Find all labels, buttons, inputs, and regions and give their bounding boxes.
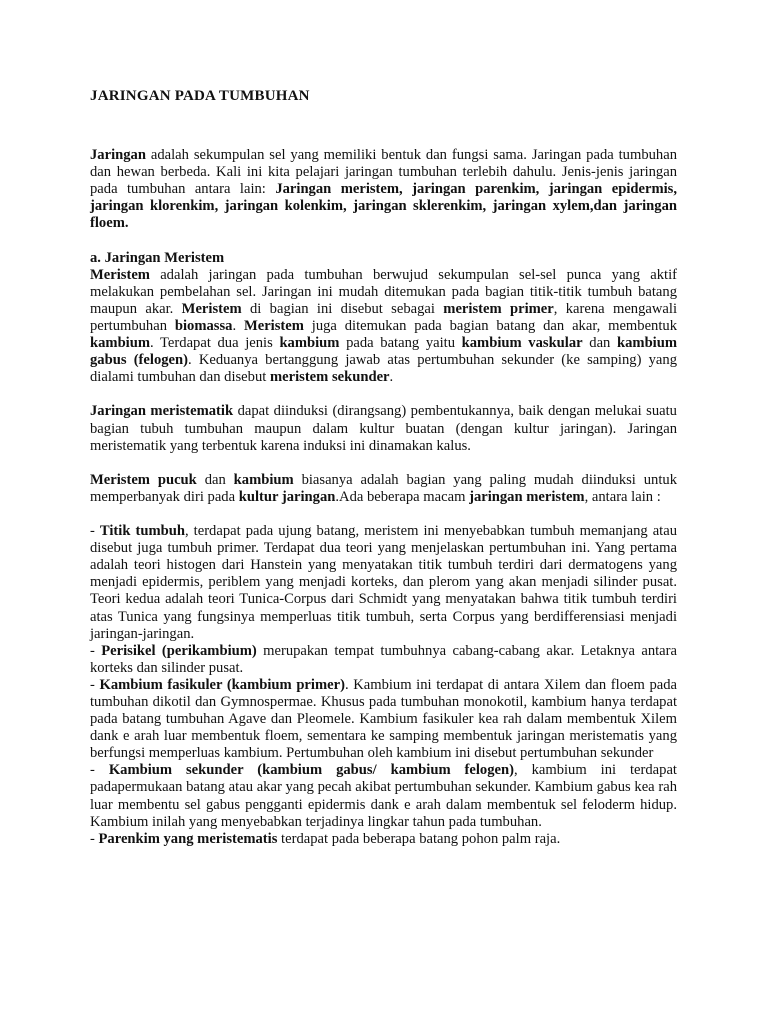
document-title: JARINGAN PADA TUMBUHAN [90,88,310,104]
bold-term: Jaringan meristematik [90,403,234,420]
paragraph-gap [90,232,677,249]
text-run: adalah sekumpulan sel yang memiliki bentuk dan fungsi sama. Jaringan pada tumbuhan dan hewan berbeda. Kali ini kita pelajari jaringan tumbuhan terlebih dahulu. Jenis-jenis jaringan pada tumbuhan antara lain: [90,147,677,198]
text-run: . Terdapat dua jenis [150,335,280,352]
bold-term: meristem primer [443,300,554,317]
text-run: dan [582,335,617,352]
text-run: terdapat pada beberapa batang pohon palm raja. [277,830,561,847]
paragraph-gap [90,506,677,523]
text-run: merupakan tempat tumbuhnya cabang-cabang akar. Letaknya antara korteks dan silinder pusat. [90,642,677,676]
list-item-parenkim [90,831,677,848]
text-run: . Keduanya bertanggung jawab atas pertumbuhan sekunder (ke samping) yang dialami tumbuhan dan disebut [90,352,677,386]
list-item-kambium-fasikuler [90,677,677,762]
text-run: - [90,523,100,540]
pucuk-paragraph [90,472,677,506]
meristem-type-list [90,523,677,848]
text-run: - [90,830,99,847]
meristem-text [90,267,677,386]
text-run: .Ada beberapa macam [335,488,470,505]
section-a-heading: a. Jaringan Meristem [90,249,225,266]
bold-term: kultur jaringan [238,488,336,505]
intro-paragraph [90,147,677,232]
text-run: - [90,762,109,779]
paragraph-gap [90,455,677,472]
bold-term: biomassa [174,317,233,334]
bold-term: Meristem pucuk [90,471,197,488]
bold-term: Jaringan [90,147,146,163]
text-run: - [90,642,102,659]
text-run: pada batang yaitu [339,335,462,352]
bold-term: Jaringan meristem, jaringan parenkim, jaringan epidermis, jaringan klorenkim, jaringan kolenkim, jaringan sklerenkim, jaringan xylem,dan jaringan floem. [90,181,677,232]
bold-term: Kambium sekunder (kambium gabus/ kambium felogen) [108,762,514,779]
text-run: dapat diinduksi (dirangsang) pembentukannya, baik dengan melukai suatu bagian tubuh tumbuhan maupun dalam kultur buatan (dengan kultur jaringan). Jaringan meristematik yang terbentuk karena induksi ini dinamakan kalus. [90,403,677,454]
list-item-kambium-sekunder [90,762,677,830]
text-run: di bagian ini disebut sebagai [241,300,444,317]
list-item-perisikel [90,643,677,677]
bold-term: kambium vaskular [461,335,583,352]
text-run: , terdapat pada ujung batang, meristem ini menyebabkan tumbuh memanjang atau disebut juga tumbuh primer. Terdapat dua teori yang menjelaskan pertumbuhan ini. Yang pertama adalah teori histogen dari Hanstein yang menyatakan titik tumbuh terdiri dari dermatogens yang menjadi epidermis, periblem yang menjadi korteks, dan plerom yang akan menjadi silinder pusat. Teori kedua adalah teori Tunica-Corpus dari Schmidt yang menyatakan bahwa titik tumbuh terdiri atas Tunica yang fungsinya memperluas titik tumbuh, serta Corpus yang berdifferensiasi menjadi jaringan-jaringan. [90,523,678,642]
text-run: . [389,369,394,386]
text-run: , karena mengawali pertumbuhan [90,300,678,334]
bold-term: kambium [233,471,294,488]
bold-term: meristem sekunder [269,369,390,386]
section-a-paragraph [90,250,677,387]
bold-term: Titik tumbuh [99,523,185,540]
text-run: , antara lain : [584,488,661,505]
paragraph-gap [90,386,677,403]
bold-term: kambium [279,335,340,352]
bold-term: jaringan meristem [469,488,585,505]
text-run: - [90,676,100,693]
text-run: , kambium ini terdapat padapermukaan batang atau akar yang pecah akibat pertumbuhan sekunder. Kambium gabus kea rah luar membentu sel gabus pengganti epidermis dank e arah dalam membentuk sel feloderm hidup. Kambium inilah yang menyebabkan terjadinya lingkar tahun pada tumbuhan. [90,762,677,830]
list-item-titik-tumbuh [90,523,677,643]
bold-term: Meristem [243,317,304,334]
bold-term: Meristem [90,266,150,283]
text-run: juga ditemukan pada bagian batang dan akar, membentuk [303,317,677,334]
bold-term: Perisikel (perikambium) [101,642,257,659]
bold-term: Meristem [181,300,242,317]
text-run: dan [196,471,234,488]
meristematik-paragraph [90,403,677,454]
bold-term: Kambium fasikuler (kambium primer) [99,676,345,693]
text-run: . [232,317,244,334]
bold-term: Parenkim yang meristematis [98,830,278,847]
bold-term: kambium gabus (felogen) [90,335,678,369]
text-run: biasanya adalah bagian yang paling mudah diinduksi untuk memperbanyak diri pada [90,471,677,505]
text-run: . Kambium ini terdapat di antara Xilem dan floem pada tumbuhan dikotil dan Gymnospermae. Khusus pada tumbuhan monokotil, kambium hanya terdapat pada batang tumbuhan Agave dan Pleomele. Kambium fasikuler kea rah dalam membentuk Xilem dank e arah luar membentuk floem, sementara ke samping membentuk jaringan meristematis yang berfungsi memperluas kambium. Pertumbuhan oleh kambium ini disebut pertumbuhan sekunder [90,676,677,762]
bold-term: kambium [90,335,151,352]
text-run: adalah jaringan pada tumbuhan berwujud sekumpulan sel-sel punca yang aktif melakukan pembelahan sel. Jaringan ini mudah ditemukan pada bagian titik-titik tumbuh batang maupun akar. [90,266,677,317]
